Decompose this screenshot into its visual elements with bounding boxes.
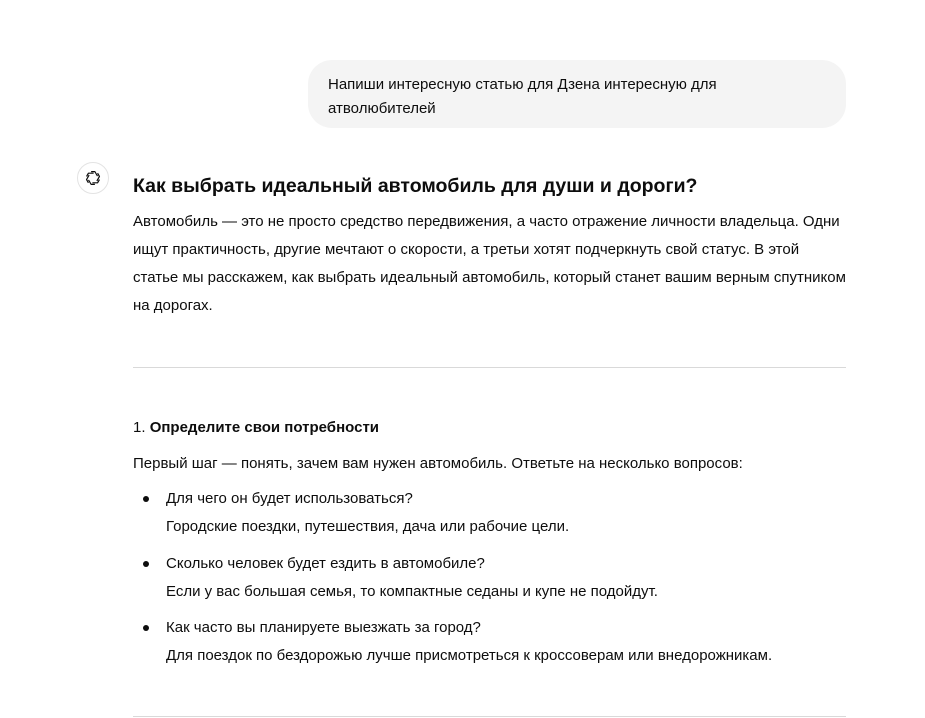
divider xyxy=(133,716,846,717)
question-list xyxy=(133,485,846,679)
list-item-question: Для чего он будет использоваться? xyxy=(166,490,413,507)
section-heading-text: Определите свои потребности xyxy=(149,419,380,436)
divider xyxy=(133,367,846,368)
article-title: Как выбрать идеальный автомобиль для души и дороги? xyxy=(133,175,698,197)
list-item-answer: Городские поездки, путешествия, дача или рабочие цели. xyxy=(166,518,570,535)
section-number: 1. xyxy=(133,419,150,436)
list-item xyxy=(133,614,846,679)
bullet-dot-icon xyxy=(143,496,149,502)
section-lead: Первый шаг — понять, зачем вам нужен автомобиль. Ответьте на несколько вопросов: xyxy=(133,455,743,472)
list-item-answer: Если у вас большая семья, то компактные седаны и купе не подойдут. xyxy=(166,582,658,600)
list-item-question: Сколько человек будет ездить в автомобиле? xyxy=(166,554,485,572)
assistant-avatar xyxy=(77,162,109,194)
list-item xyxy=(133,485,846,550)
user-message-text: Напиши интересную статью для Дзена интересную для атволюбителей xyxy=(328,76,717,117)
article-intro: Автомобиль — это не просто средство передвижения, а часто отражение личности владельца. Одни ищут практичность, другие мечтают о скорости, а третьи хотят подчеркнуть свой статус. В этой статье мы расскажем, как выбрать идеальный автомобиль, который станет вашим верным спутником на дорогах. xyxy=(133,213,846,314)
list-item-answer: Для поездок по бездорожью лучше присмотреться к кроссоверам или внедорожникам. xyxy=(166,647,773,664)
openai-logo-icon xyxy=(84,169,102,187)
list-item-question: Как часто вы планируете выезжать за город? xyxy=(166,619,481,636)
section-heading xyxy=(133,416,379,440)
user-message-bubble xyxy=(308,60,846,128)
list-item xyxy=(133,550,846,615)
bullet-dot-icon xyxy=(143,625,149,631)
bullet-dot-icon xyxy=(143,561,149,567)
